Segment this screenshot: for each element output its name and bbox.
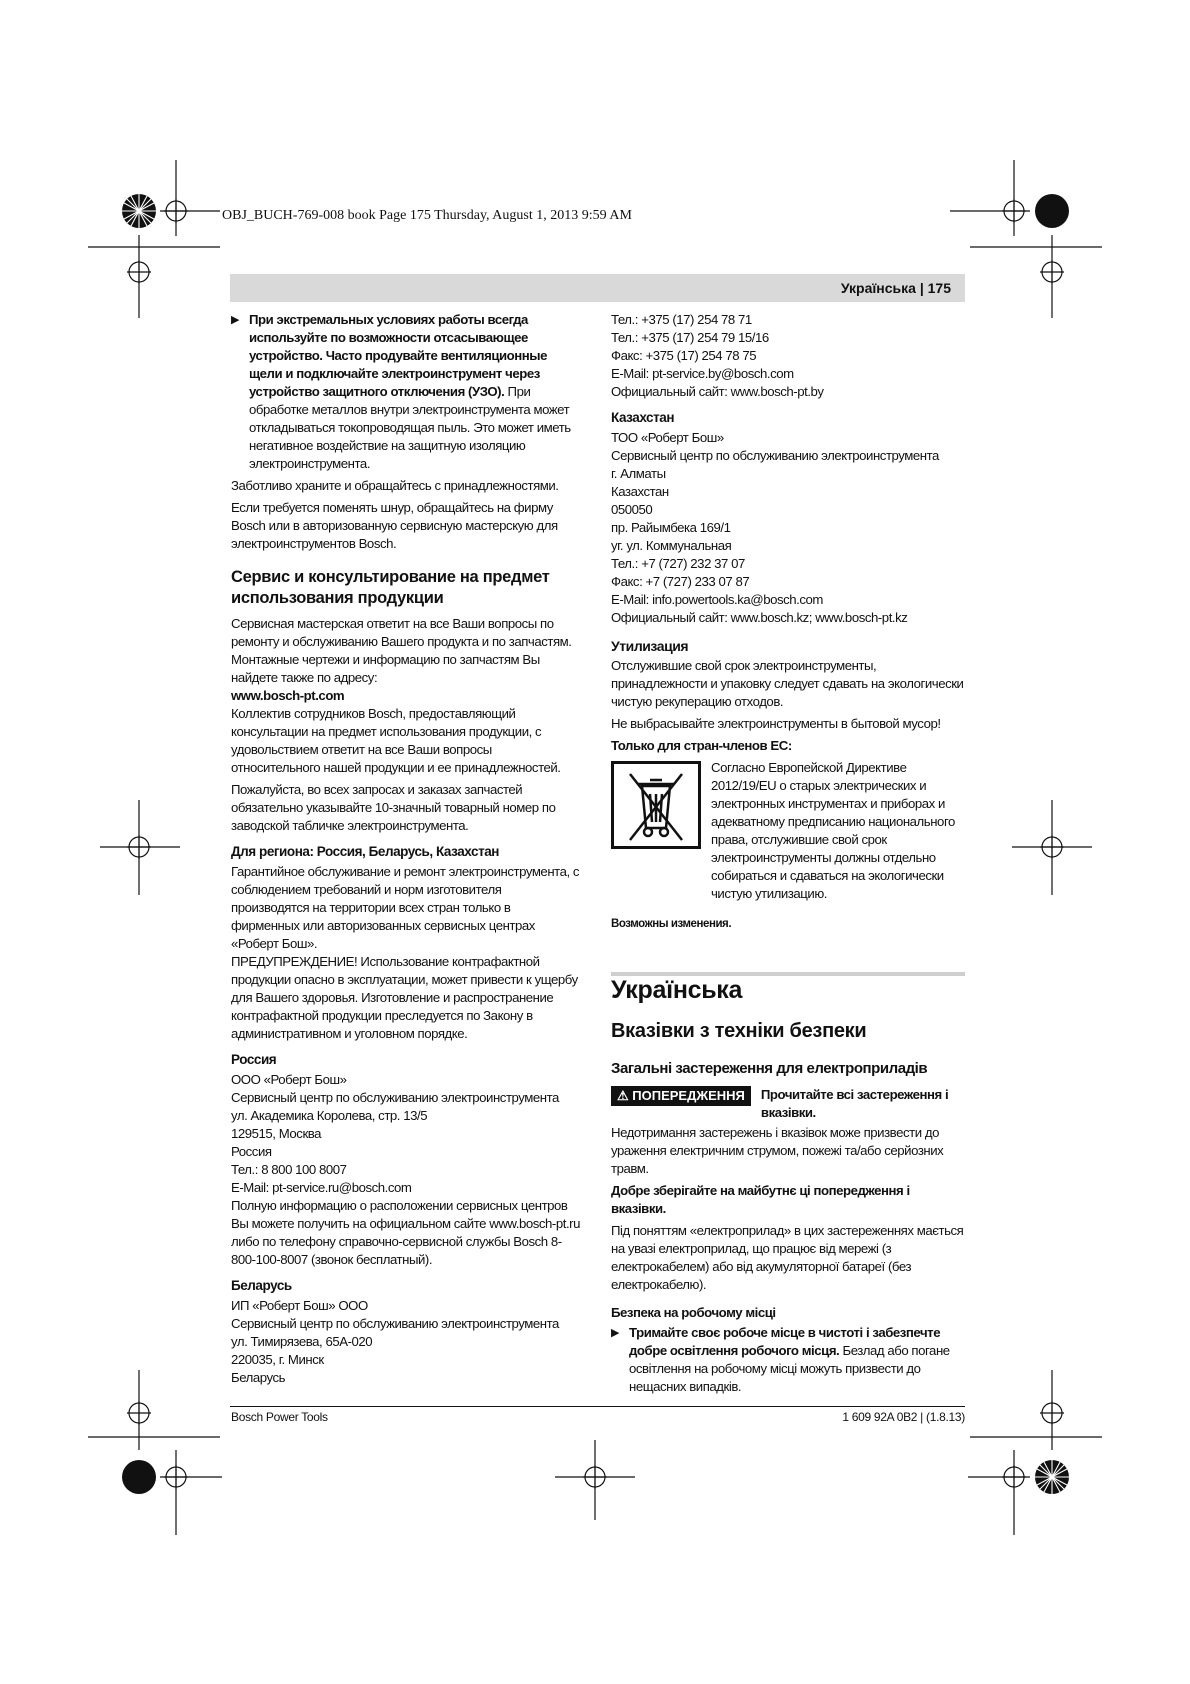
paragraph: Під поняттям «електроприлад» в цих застереженнях мається на увазі електроприлад, що працює від мережі (з електрокабелем) або від акумуляторної батареї (без електрокабелю). [611,1223,964,1292]
address-line: Тел.: +7 (727) 232 37 07 [611,556,745,571]
contact-line: E-Mail: pt-service.by@bosch.com [611,366,794,381]
list-item [611,1324,965,1396]
address-line: 220035, г. Минск [231,1352,324,1367]
paragraph: Заботливо храните и обращайтесь с принадлежностями. [231,478,559,493]
footer-rule [230,1406,965,1407]
address-line: Казахстан [611,484,669,499]
warning-row [611,1086,965,1122]
contact-line: Официальный сайт: www.bosch-pt.by [611,384,824,399]
section-heading: Сервис и консультирование на предмет использования продукции [231,568,550,607]
bullet-text: Безлад або погане освітлення на робочому місці можуть призвести до нещасних випадків. [629,1343,950,1394]
address-line: ИП «Роберт Бош» ООО [231,1298,368,1313]
contact-line: Тел.: +375 (17) 254 79 15/16 [611,330,769,345]
workplace-heading: Безпека на робочому місці [611,1305,776,1320]
general-warnings-heading: Загальні застереження для електроприладів [611,1060,928,1077]
belarus-address [231,1297,581,1387]
paragraph: Коллектив сотрудников Bosch, предоставляющий консультации на предмет использования продукции, с удовольствием ответит на все Ваши вопросы относительного нашей продукции и ее принадлежностей. [231,706,561,775]
bullet-triangle-icon: ▶ [611,1327,620,1339]
address-line: Россия [231,1144,272,1159]
address-line: 129515, Москва [231,1126,322,1141]
address-line: Сервисный центр по обслуживанию электроинструмента [611,448,939,463]
address-line: E-Mail: info.powertools.ka@bosch.com [611,592,823,607]
address-line: 050050 [611,502,653,517]
crossed-out-wheelie-bin-icon [611,761,701,849]
subsection-heading: Для региона: Россия, Беларусь, Казахстан [231,844,499,859]
belarus-contact [611,311,965,401]
footer-doc-number: 1 609 92A 0B2 | (1.8.13) [842,1410,965,1424]
warning-badge-label: ПОПЕРЕДЖЕННЯ [632,1088,745,1103]
eu-text: Согласно Европейской Директиве 2012/19/EU о старых электрических и электронных инструментах и приборах и адекватному предписанию национального права, отслужившие свой срок электроинструменты должны отдельно собираться и сдаваться на экологически чистую утилизацию. [711,760,955,901]
paragraph: Недотримання застережень і вказівок може призвести до ураження електричним струмом, пожежі та/або серйозних травм. [611,1125,944,1176]
subsection-heading: Утилизация [611,638,689,654]
paragraph: Гарантийное обслуживание и ремонт электроинструмента, с соблюдением требований и норм изготовителя производятся на территории всех стран только в фирменных или авторизованных сервисных центрах «Роберт Бош». [231,864,580,951]
eu-heading: Только для стран-членов ЕС: [611,738,792,753]
address-line: ООО «Роберт Бош» [231,1072,347,1087]
address-line: Сервисный центр по обслуживанию электроинструмента [231,1316,559,1331]
address-line: Тел.: 8 800 100 8007 [231,1162,347,1177]
subsection-heading: Россия [231,1052,277,1067]
paragraph: ПРЕДУПРЕЖДЕНИЕ! Использование контрафактной продукции опасно в эксплуатации, может привести к ущербу для Вашего здоровья. Изготовление и распространение контрафактной продукции преследуется по Закону в административном и уголовном порядке. [231,954,578,1041]
address-line: ТОО «Роберт Бош» [611,430,724,445]
warning-text: Прочитайте всі застереження і вказівки. [760,1087,949,1120]
print-slug: OBJ_BUCH-769-008 book Page 175 Thursday, August 1, 2013 9:59 AM [222,208,632,223]
contact-line: Тел.: +375 (17) 254 78 71 [611,312,752,327]
right-column [611,311,965,933]
paragraph: Сервисная мастерская ответит на все Ваши вопросы по ремонту и обслуживанию Вашего продукта и по запчастям. Монтажные чертежи и информацию по запчастям Вы найдете также по адресу: [231,616,572,685]
page-number: 175 [927,280,951,296]
warning-badge [611,1086,751,1106]
subsection-heading: Казахстан [611,410,675,425]
subsection-heading: Беларусь [231,1278,292,1293]
address-line: ул. Академика Королева, стр. 13/5 [231,1108,428,1123]
left-column [231,311,581,1387]
paragraph: Полную информацию о расположении сервисных центров Вы можете получить на официальном сайте www.bosch-pt.ru либо по телефону справочно-сервисной службы Bosch 8-800-100-8007 (звонок бесплатный). [231,1198,580,1267]
bullet-text: При обработке металлов внутри электроинструмента может откладываться токопроводящая пыль. Это может иметь негативное воздействие на защитную изоляцию электроинструмента. [249,384,571,471]
address-line: Беларусь [231,1370,286,1385]
contact-line: Факс: +375 (17) 254 78 75 [611,348,757,363]
changes-note: Возможны изменения. [611,918,732,930]
paragraph: Отслужившие свой срок электроинструменты, принадлежности и упаковку следует сдавать на экологически чистую рекуперацию отходов. [611,658,964,709]
page-header: Українська | 175 [840,280,951,296]
bullet-bold-text: Тримайте своє робоче місце в чистоті і забезпечте добре освітлення робочого місця. [629,1325,941,1358]
ukrainian-content [611,1060,965,1400]
paragraph: Не выбрасывайте электроинструменты в бытовой мусор! [611,716,941,731]
russia-address [231,1071,581,1197]
address-line: пр. Райымбека 169/1 [611,520,731,535]
paragraph: Пожалуйста, во всех запросах и заказах запчастей обязательно указывайте 10-значный товарный номер по заводской табличке электроинструмента. [231,782,556,833]
bullet-triangle-icon: ▶ [231,314,240,326]
address-line: E-Mail: pt-service.ru@bosch.com [231,1180,412,1195]
address-line: ул. Тимирязева, 65А-020 [231,1334,373,1349]
paragraph: Добре зберігайте на майбутнє ці попередження і вказівки. [611,1183,910,1216]
list-item [231,311,581,473]
eu-disposal-block [611,759,965,903]
bullet-bold-text: При экстремальных условиях работы всегда используйте по возможности отсасывающее устройство. Часто продувайте вентиляционные щели и подключайте электроинструмент через устройство защитного отключения (УЗО). [249,312,547,399]
paragraph: Если требуется поменять шнур, обращайтесь на фирму Bosch или в авторизованную сервисную мастерскую для электроинструментов Bosch. [231,500,558,551]
warning-triangle-icon: ⚠ [617,1088,629,1103]
page-header-bar [230,274,965,302]
kazakhstan-address [611,429,965,627]
footer-brand: Bosch Power Tools [231,1410,328,1424]
address-line: Официальный сайт: www.bosch.kz; www.bosch-pt.kz [611,610,908,625]
safety-heading: Вказівки з техніки безпеки [611,1020,867,1042]
language-section-title: Українська [611,976,743,1004]
service-url: www.bosch-pt.com [231,688,345,703]
address-line: Факс: +7 (727) 233 07 87 [611,574,750,589]
address-line: Сервисный центр по обслуживанию электроинструмента [231,1090,559,1105]
address-line: г. Алматы [611,466,666,481]
header-language: Українська [840,280,916,296]
address-line: уг. ул. Коммунальная [611,538,732,553]
